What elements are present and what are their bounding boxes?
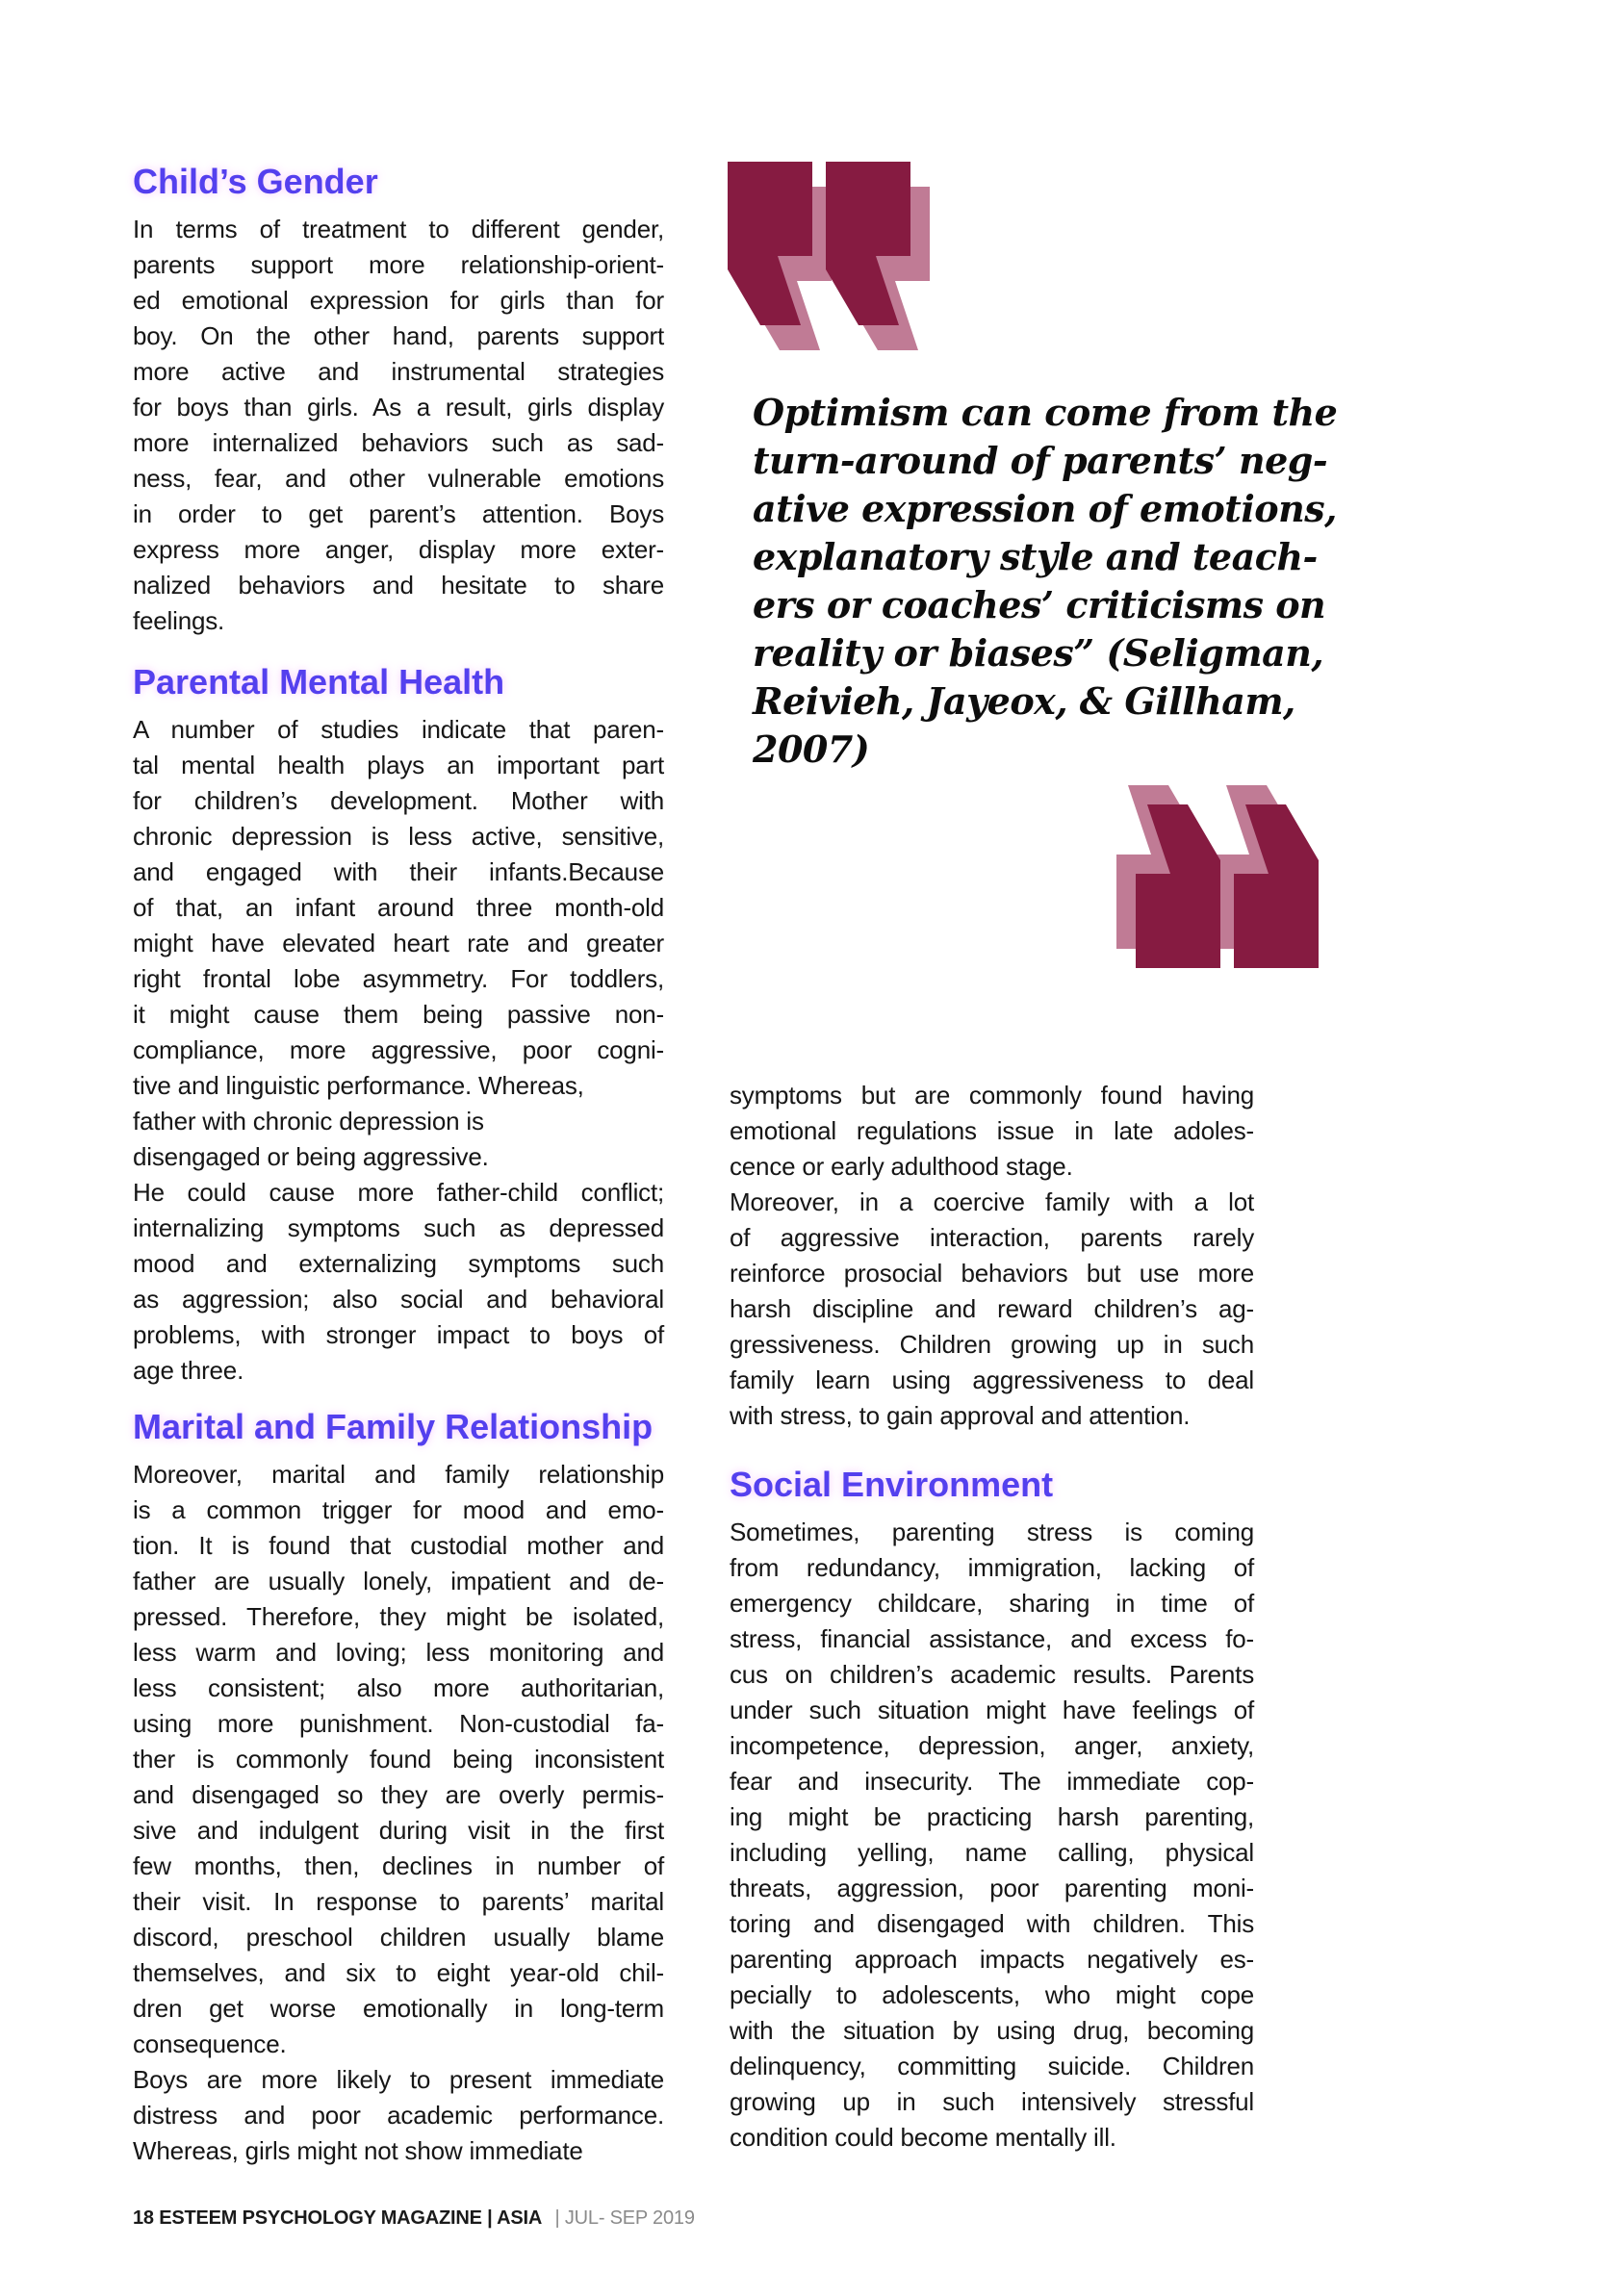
section-social-environment [730, 1465, 1254, 2156]
text-line: stress, financial assistance, and excess fo- [730, 1624, 1254, 1653]
text-line: distress and poor academic performance. [133, 2101, 664, 2130]
text-line: ness, fear, and other vulnerable emotions [133, 464, 664, 493]
text-line: reinforce prosocial behaviors but use more [730, 1259, 1254, 1288]
section-heading: Parental Mental Health [133, 662, 505, 702]
text-line: and disengaged so they are overly permis- [133, 1780, 664, 1809]
text-line: sive and indulgent during visit in the first [133, 1816, 664, 1845]
text-line: with stress, to gain approval and attention. [730, 1401, 1191, 1430]
text-line: symptoms but are commonly found having [730, 1081, 1254, 1110]
text-line: delinquency, committing suicide. Children [730, 2052, 1254, 2080]
text-line: is a common trigger for mood and emo- [133, 1495, 664, 1524]
text-line: nalized behaviors and hesitate to share [133, 571, 664, 600]
text-line: cus on children’s academic results. Parents [730, 1660, 1254, 1689]
text-line: condition could become mentally ill. [730, 2123, 1116, 2152]
section-heading: Marital and Family Relationship [133, 1407, 654, 1446]
text-line: parenting approach impacts negatively es- [730, 1945, 1254, 1974]
text-line: emotional regulations issue in late adoles- [730, 1116, 1254, 1145]
text-line: less consistent; also more authoritarian, [133, 1673, 664, 1702]
paragraph [133, 2062, 664, 2169]
text-line: mood and externalizing symptoms such [133, 1249, 664, 1278]
text-line: tion. It is found that custodial mother and [133, 1531, 664, 1560]
text-line: ther is commonly found being inconsistent [133, 1745, 664, 1773]
text-line: using more punishment. Non-custodial fa- [133, 1709, 664, 1738]
opening-quote-icon [728, 162, 935, 354]
text-line: fear and insecurity. The immediate cop- [730, 1767, 1254, 1796]
page-footer [133, 2206, 695, 2231]
text-line: themselves, and six to eight year-old chil- [133, 1958, 664, 1987]
text-line: discord, preschool children usually blame [133, 1923, 664, 1952]
text-line: tal mental health plays an important part [133, 751, 664, 779]
text-line: reality or biases” (Seligman, [753, 631, 1324, 675]
paragraph [133, 1457, 664, 2062]
text-line: it might cause them being passive non- [133, 1000, 664, 1029]
text-line: ed emotional expression for girls than for [133, 286, 664, 315]
pull-quote [753, 389, 1338, 774]
text-line: including yelling, name calling, physical [730, 1838, 1254, 1867]
section-parental-mental-health [133, 662, 664, 1389]
text-line: threats, aggression, poor parenting moni- [730, 1874, 1254, 1902]
text-line: Sometimes, parenting stress is coming [730, 1518, 1254, 1546]
text-line: with the situation by using drug, becoming [730, 2016, 1254, 2045]
text-line: feelings. [133, 606, 225, 635]
text-line: Boys are more likely to present immediate [133, 2065, 664, 2094]
text-line: pecially to adolescents, who might cope [730, 1980, 1254, 2009]
text-line: for boys than girls. As a result, girls display [133, 393, 664, 421]
text-line: Moreover, marital and family relationship [133, 1460, 664, 1489]
text-line: express more anger, display more exter- [133, 535, 664, 564]
text-line: tive and linguistic performance. Whereas, [133, 1071, 584, 1100]
text-line: parents support more relationship-orient- [133, 250, 664, 279]
paragraph [133, 1104, 664, 1139]
text-line: turn-around of parents’ neg- [753, 439, 1328, 482]
text-line: dren get worse emotionally in long-term [133, 1994, 664, 2023]
text-line: family learn using aggressiveness to deal [730, 1365, 1254, 1394]
text-line: father with chronic depression is [133, 1107, 484, 1135]
text-line: 2007) [753, 727, 870, 771]
text-line: incompetence, depression, anger, anxiety, [730, 1731, 1254, 1760]
text-line: from redundancy, immigration, lacking of [730, 1553, 1254, 1582]
text-line: Optimism can come from the [753, 391, 1338, 434]
text-line: Whereas, girls might not show immediate [133, 2136, 583, 2165]
text-line: pressed. Therefore, they might be isolated, [133, 1602, 664, 1631]
text-line: few months, then, declines in number of [133, 1851, 664, 1880]
paragraph [133, 712, 664, 1104]
closing-quote-icon [1116, 785, 1323, 978]
text-line: explanatory style and teach- [753, 535, 1318, 578]
text-line: chronic depression is less active, sensitive, [133, 822, 664, 851]
section-heading: Social Environment [730, 1465, 1054, 1504]
text-line: He could cause more father-child conflict; [133, 1178, 664, 1207]
text-line: disengaged or being aggressive. [133, 1142, 489, 1171]
text-line: boy. On the other hand, parents support [133, 321, 664, 350]
text-line: internalizing symptoms such as depressed [133, 1213, 664, 1242]
text-line: A number of studies indicate that paren- [133, 715, 664, 744]
text-line: more internalized behaviors such as sad- [133, 428, 664, 457]
text-line: harsh discipline and reward children’s ag- [730, 1294, 1254, 1323]
text-line: under such situation might have feelings of [730, 1696, 1254, 1724]
text-line: cence or early adulthood stage. [730, 1152, 1073, 1181]
paragraph [133, 1139, 664, 1175]
text-line: less warm and loving; less monitoring and [133, 1638, 664, 1667]
text-line: consequence. [133, 2029, 287, 2058]
text-line: emergency childcare, sharing in time of [730, 1589, 1254, 1618]
text-line: ers or coaches’ criticisms on [753, 583, 1326, 626]
text-line: problems, with stronger impact to boys of [133, 1320, 664, 1349]
section-symptoms [730, 1078, 1254, 1434]
text-line: growing up in such intensively stressful [730, 2087, 1254, 2116]
section-marital-family-relationship [133, 1407, 664, 2169]
section-heading: Child’s Gender [133, 162, 378, 201]
text-line: more active and instrumental strategies [133, 357, 664, 386]
paragraph [133, 1175, 664, 1389]
paragraph [133, 212, 664, 639]
text-line: as aggression; also social and behavioral [133, 1285, 664, 1314]
text-line: toring and disengaged with children. This [730, 1909, 1254, 1938]
text-line: ing might be practicing harsh parenting, [730, 1802, 1254, 1831]
text-line: right frontal lobe asymmetry. For toddlers, [133, 964, 664, 993]
text-line: of aggressive interaction, parents rarely [730, 1223, 1254, 1252]
text-line: in order to get parent’s attention. Boys [133, 499, 664, 528]
text-line: for children’s development. Mother with [133, 786, 664, 815]
text-line: might have elevated heart rate and greater [133, 929, 664, 957]
text-line: ative expression of emotions, [753, 487, 1337, 530]
text-line: father are usually lonely, impatient and de- [133, 1567, 664, 1595]
text-line: gressiveness. Children growing up in such [730, 1330, 1254, 1359]
text-line: of that, an infant around three month-old [133, 893, 664, 922]
text-line: age three. [133, 1356, 244, 1385]
paragraph [730, 1185, 1254, 1434]
footer-issue-date: | JUL- SEP 2019 [554, 2207, 695, 2229]
footer-magazine-title: 18 ESTEEM PSYCHOLOGY MAGAZINE | ASIA [133, 2207, 543, 2229]
paragraph [730, 1515, 1254, 2156]
section-childs-gender [133, 162, 664, 639]
text-line: their visit. In response to parents’ marital [133, 1887, 664, 1916]
text-line: and engaged with their infants.Because [133, 857, 664, 886]
paragraph [730, 1078, 1254, 1185]
text-line: In terms of treatment to different gender, [133, 215, 664, 243]
text-line: compliance, more aggressive, poor cogni- [133, 1035, 664, 1064]
text-line: Moreover, in a coercive family with a lot [730, 1187, 1254, 1216]
text-line: Reivieh, Jayeox, & Gillham, [753, 679, 1295, 723]
